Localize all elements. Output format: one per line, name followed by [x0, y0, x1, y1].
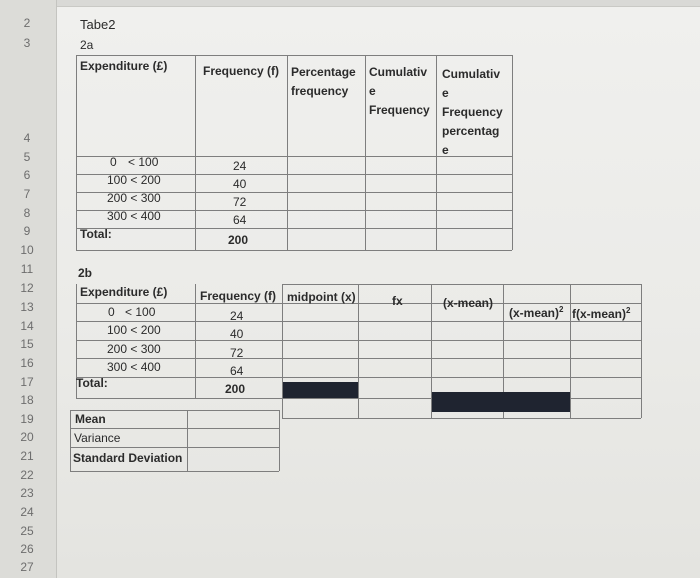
header-line: e — [442, 86, 449, 100]
header-line: frequency — [291, 84, 349, 98]
header-line: e — [442, 143, 449, 157]
table-b-header-xmean-squared — [509, 300, 563, 323]
table-a-total-label: Total: — [80, 227, 112, 241]
table-b-range[interactable]: 100 < 200 — [107, 323, 161, 337]
row-number[interactable]: 25 — [20, 524, 34, 538]
row-number[interactable]: 27 — [20, 560, 34, 574]
header-line: e — [369, 84, 376, 98]
row-number[interactable]: 23 — [20, 486, 34, 500]
table-a-frequency[interactable]: 24 — [233, 159, 247, 173]
table-a-range[interactable]: 200 < 300 — [107, 191, 161, 205]
header-line: Cumulativ — [442, 67, 501, 81]
row-number[interactable]: 5 — [23, 150, 31, 164]
table-a-header-percentage — [291, 63, 356, 101]
header-line: percentag — [442, 124, 500, 138]
table-a-header-frequency: Frequency (f) — [203, 64, 280, 78]
row-number[interactable]: 11 — [20, 262, 34, 276]
shaded-cell-deviation-total[interactable] — [432, 392, 570, 412]
sheet-title: Tabe2 — [80, 17, 116, 32]
table-b-total-value[interactable]: 200 — [225, 382, 246, 396]
row-number[interactable]: 2 — [23, 16, 31, 30]
table-a-range[interactable]: < 100 — [128, 155, 159, 169]
row-number[interactable]: 18 — [20, 393, 34, 407]
superscript: 2 — [626, 306, 631, 315]
table-b-header-frequency: Frequency (f) — [200, 289, 277, 303]
superscript: 2 — [559, 305, 564, 314]
row-number[interactable]: 6 — [23, 168, 31, 182]
table-a-subtitle: 2a — [80, 38, 94, 52]
table-a-frequency[interactable]: 64 — [233, 213, 247, 227]
row-number[interactable]: 7 — [23, 187, 31, 201]
table-b-range[interactable]: 300 < 400 — [107, 360, 161, 374]
row-number[interactable]: 10 — [20, 243, 34, 257]
table-a-total-value[interactable]: 200 — [228, 233, 249, 247]
stats-sd-label: Standard Deviation — [73, 451, 183, 465]
column-header-strip — [0, 0, 700, 7]
row-number[interactable]: 4 — [23, 131, 31, 145]
table-b-range[interactable]: 200 < 300 — [107, 342, 161, 356]
table-a-header-cumulative-percentage — [442, 65, 503, 160]
table-b-frequency[interactable]: 64 — [230, 364, 244, 378]
row-number[interactable]: 14 — [20, 319, 34, 333]
table-b-range[interactable]: < 100 — [125, 305, 156, 319]
table-b-frequency[interactable]: 24 — [230, 309, 244, 323]
row-number[interactable]: 3 — [23, 36, 31, 50]
row-number[interactable]: 9 — [23, 224, 31, 238]
row-number[interactable]: 21 — [20, 449, 34, 463]
row-number[interactable]: 16 — [20, 356, 34, 370]
table-a-header-cumulative — [369, 63, 430, 120]
table-b-subtitle: 2b — [78, 266, 93, 280]
table-b-header-midpoint: midpoint (x) — [287, 290, 356, 304]
header-text: (x-mean) — [509, 306, 560, 320]
row-number[interactable]: 24 — [20, 505, 34, 519]
table-a-header-expenditure: Expenditure (£) — [80, 59, 168, 73]
row-number[interactable]: 19 — [20, 412, 34, 426]
table-b-header-xmean: (x-mean) — [443, 296, 494, 310]
row-number[interactable]: 17 — [20, 375, 34, 389]
shaded-cell-midpoint-total[interactable] — [283, 382, 358, 398]
table-a-range[interactable]: 300 < 400 — [107, 209, 161, 223]
row-number[interactable]: 8 — [23, 206, 31, 220]
row-number[interactable]: 13 — [20, 300, 34, 314]
row-number[interactable]: 20 — [20, 430, 34, 444]
stats-mean-label: Mean — [75, 412, 106, 426]
header-line: Cumulativ — [369, 65, 428, 79]
row-number[interactable]: 12 — [20, 281, 34, 295]
header-line: Frequency — [442, 105, 503, 119]
table-b-frequency[interactable]: 72 — [230, 346, 244, 360]
table-b-header-fx: fx — [392, 294, 403, 308]
header-line: Frequency — [369, 103, 430, 117]
table-b-low-value[interactable]: 0 — [108, 305, 115, 319]
row-number[interactable]: 26 — [20, 542, 34, 556]
stats-variance-label: Variance — [74, 431, 121, 445]
table-a-range[interactable]: 100 < 200 — [107, 173, 161, 187]
row-header-gutter — [0, 0, 57, 578]
table-a-frequency[interactable]: 72 — [233, 195, 247, 209]
table-a-low-value[interactable]: 0 — [110, 155, 117, 169]
table-b-frequency[interactable]: 40 — [230, 327, 244, 341]
header-line: Percentage — [291, 65, 356, 79]
header-text: f(x-mean) — [572, 307, 627, 321]
table-b-total-label: Total: — [76, 376, 108, 390]
row-number[interactable]: 22 — [20, 468, 34, 482]
table-b-header-fxmean-squared — [572, 301, 630, 324]
row-number[interactable]: 15 — [20, 337, 34, 351]
table-a-frequency[interactable]: 40 — [233, 177, 247, 191]
table-b-header-expenditure: Expenditure (£) — [80, 285, 168, 299]
